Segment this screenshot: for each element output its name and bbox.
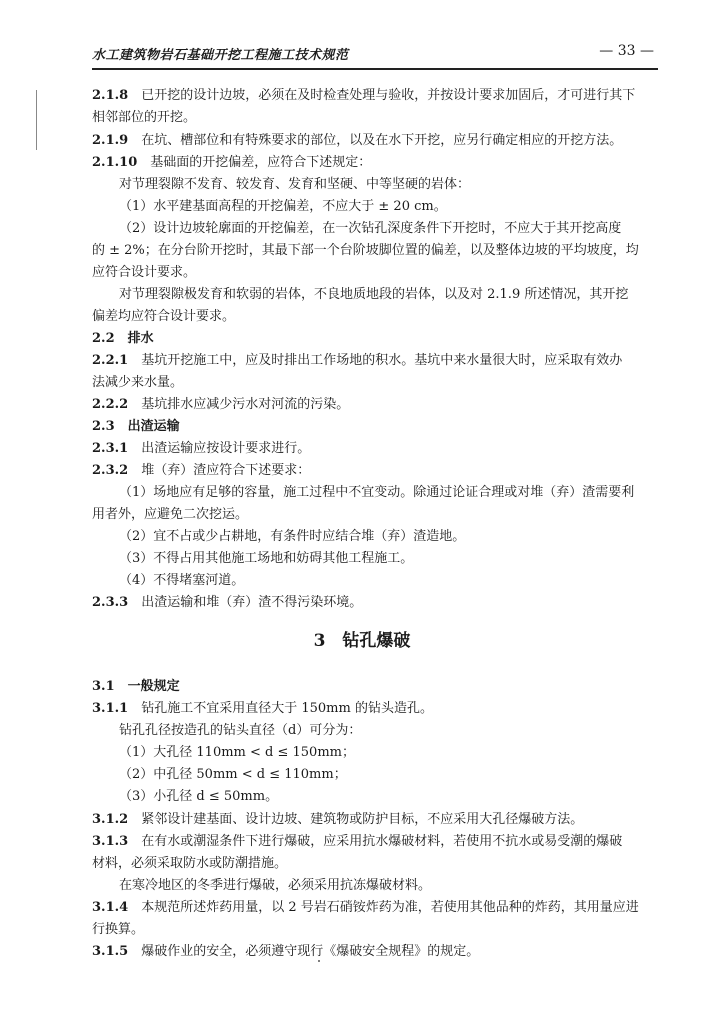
clause-text: （2）宜不占或少占耕地，有条件时应结合堆（弃）渣造地。 — [119, 529, 466, 544]
clause-text: 在坑、槽部位和有特殊要求的部位，以及在水下开挖，应另行确定相应的开挖方法。 — [141, 133, 623, 148]
text-line — [119, 721, 664, 741]
clause-number: 3.1.3 — [92, 834, 129, 849]
clause-number: 2.1.8 — [92, 88, 129, 103]
line-3-1-3 — [92, 832, 664, 852]
clause-number: 3.1.5 — [92, 944, 129, 959]
page-header — [92, 44, 658, 66]
clause-text: 材料，必须采取防水或防潮措施。 — [92, 856, 288, 871]
scan-speck — [318, 960, 320, 962]
section-heading-2-2 — [92, 329, 664, 349]
clause-text: 钻孔孔径按造孔的钻头直径（d）可分为： — [119, 723, 362, 738]
clause-text: 出渣运输应按设计要求进行。 — [141, 441, 311, 456]
clause-number: 2.3.2 — [92, 463, 129, 478]
text-line — [92, 505, 664, 525]
clause-text: 应符合设计要求。 — [92, 265, 197, 280]
clause-number: 2.1.10 — [92, 155, 138, 170]
clause-text: （2）中孔径 50mm < d ≤ 110mm； — [119, 767, 347, 782]
section-number: 3.1 — [92, 679, 115, 694]
text-line — [119, 527, 664, 547]
line-2-2-2 — [92, 395, 664, 415]
clause-text: （4）不得堵塞河道。 — [119, 573, 245, 588]
clause-text: 本规范所述炸药用量，以 2 号岩石硝铵炸药为准，若使用其他品种的炸药，其用量应进 — [141, 900, 639, 915]
clause-text: 对节理裂隙不发育、较发育、发育和坚硬、中等坚硬的岩体： — [119, 177, 471, 192]
clause-text: （2）设计边坡轮廓面的开挖偏差，在一次钻孔深度条件下开挖时，不应大于其开挖高度 — [119, 221, 622, 236]
clause-text: 爆破作业的安全，必须遵守现行《爆破安全规程》的规定。 — [141, 944, 480, 959]
clause-text: （3）小孔径 d ≤ 50mm。 — [119, 789, 279, 804]
page-number: — 33 — — [599, 43, 654, 59]
clause-text: 基坑开挖施工中，应及时排出工作场地的积水。基坑中来水量很大时，应采取有效办 — [141, 353, 623, 368]
header-rule — [92, 68, 658, 70]
clause-text: 基坑排水应减少污水对河流的污染。 — [141, 397, 350, 412]
text-line — [92, 108, 664, 128]
line-3-1-4 — [92, 898, 664, 918]
clause-text: 行换算。 — [92, 922, 145, 937]
text-line — [92, 373, 664, 393]
line-2-3-2 — [92, 461, 664, 481]
text-line — [119, 571, 664, 591]
text-line — [92, 263, 664, 283]
header-title: 水工建筑物岩石基础开挖工程施工技术规范 — [92, 48, 349, 63]
text-line — [119, 876, 664, 896]
text-line — [119, 175, 664, 195]
text-line — [119, 219, 664, 239]
section-heading-3-1 — [92, 677, 664, 697]
line-2-2-1 — [92, 351, 664, 371]
clause-text: 紧邻设计建基面、设计边坡、建筑物或防护目标，不应采用大孔径爆破方法。 — [141, 812, 584, 827]
line-2-3-3 — [92, 593, 664, 613]
chapter-title: 3 钻孔爆破 — [313, 631, 411, 651]
line-2-1-9 — [92, 131, 664, 151]
clause-number: 2.1.9 — [92, 133, 129, 148]
clause-text: （1）大孔径 110mm < d ≤ 150mm； — [119, 745, 355, 760]
clause-text: 出渣运输和堆（弃）渣不得污染环境。 — [141, 595, 363, 610]
clause-text: （1）水平建基面高程的开挖偏差，不应大于 ± 20 cm。 — [119, 199, 447, 214]
clause-text: 基础面的开挖偏差，应符合下述规定： — [150, 155, 372, 170]
line-3-1-1 — [92, 699, 664, 719]
clause-number: 2.2.2 — [92, 397, 129, 412]
section-title: 一般规定 — [127, 679, 180, 694]
section-title: 排水 — [127, 331, 154, 346]
clause-number: 2.3.3 — [92, 595, 129, 610]
clause-text: 钻孔施工不宜采用直径大于 150mm 的钻头造孔。 — [141, 701, 433, 716]
text-line — [92, 854, 664, 874]
clause-number: 3.1.1 — [92, 701, 129, 716]
section-number: 2.2 — [92, 331, 115, 346]
clause-text: 相邻部位的开挖。 — [92, 110, 197, 125]
text-line — [119, 743, 664, 763]
text-line — [92, 920, 664, 940]
section-title: 出渣运输 — [127, 419, 180, 434]
margin-mark — [36, 90, 37, 150]
clause-text: 在寒冷地区的冬季进行爆破，必须采用抗冻爆破材料。 — [119, 878, 432, 893]
text-line — [119, 285, 664, 305]
section-heading-2-3 — [92, 417, 664, 437]
clause-number: 2.2.1 — [92, 353, 129, 368]
clause-number: 3.1.2 — [92, 812, 129, 827]
clause-text: 法减少来水量。 — [92, 375, 184, 390]
clause-number: 3.1.4 — [92, 900, 129, 915]
line-3-1-5 — [92, 942, 664, 962]
line-2-1-8 — [92, 86, 664, 106]
clause-text: 对节理裂隙极发育和软弱的岩体，不良地质地段的岩体，以及对 2.1.9 所述情况，其开挖 — [119, 287, 629, 302]
line-2-3-1 — [92, 439, 664, 459]
clause-text: 偏差均应符合设计要求。 — [92, 309, 236, 324]
text-line — [119, 787, 664, 807]
section-number: 2.3 — [92, 419, 115, 434]
clause-number: 2.3.1 — [92, 441, 129, 456]
clause-text: 已开挖的设计边坡，必须在及时检查处理与验收，并按设计要求加固后，才可进行其下 — [141, 88, 636, 103]
text-line — [92, 307, 664, 327]
clause-text: 用者外，应避免二次挖运。 — [92, 507, 249, 522]
clause-text: （3）不得占用其他施工场地和妨碍其他工程施工。 — [119, 551, 414, 566]
text-line — [119, 549, 664, 569]
line-2-1-10 — [92, 153, 664, 173]
clause-text: 堆（弃）渣应符合下述要求： — [141, 463, 311, 478]
line-3-1-2 — [92, 810, 664, 830]
clause-text: （1）场地应有足够的容量，施工过程中不宜变动。除通过论证合理或对堆（弃）渣需要利 — [119, 485, 635, 500]
text-line — [119, 197, 664, 217]
text-line — [92, 241, 664, 261]
clause-text: 在有水或潮湿条件下进行爆破，应采用抗水爆破材料，若使用不抗水或易受潮的爆破 — [141, 834, 623, 849]
text-line — [119, 765, 664, 785]
clause-text: 的 ± 2%；在分台阶开挖时，其最下部一个台阶坡脚位置的偏差，以及整体边坡的平均坡度，均 — [92, 243, 639, 258]
text-line — [119, 483, 664, 503]
